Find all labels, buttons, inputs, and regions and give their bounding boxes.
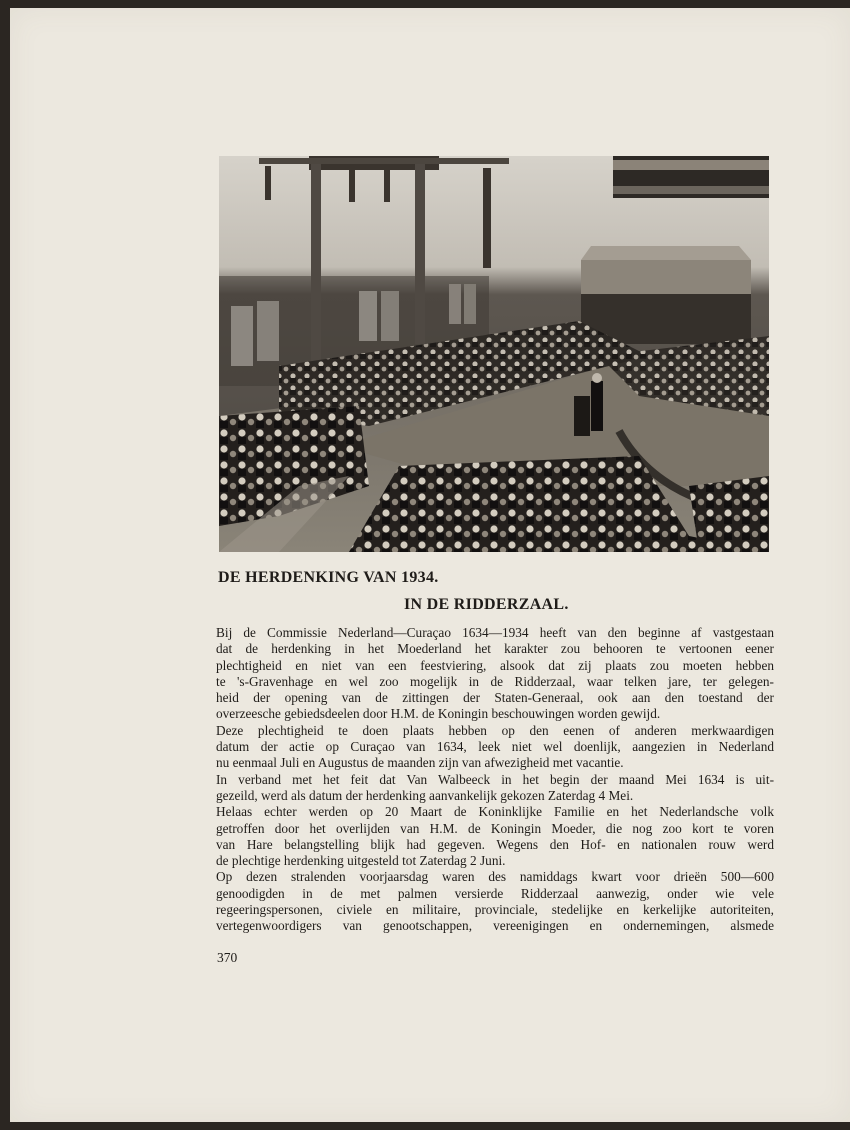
- text-line: gezeild, werd als datum der herdenking aanvankelijk gekozen Zaterdag 4 Mei.: [216, 787, 634, 803]
- photo-illustration: [219, 156, 769, 552]
- text-line: te 's-Gravenhage en wel zoo mogelijk in de Ridderzaal, waar telken jare, ter gelegen-: [216, 673, 774, 689]
- text-line: Op dezen stralenden voorjaarsdag waren des namiddags kwart voor drieën 500—600: [216, 869, 774, 885]
- text-line: In verband met het feit dat Van Walbeeck in het begin der maand Mei 1634 is uit-: [216, 771, 774, 787]
- photograph: [219, 156, 769, 552]
- page-number: 370: [217, 950, 238, 965]
- text-line: heid der opening van de zittingen der Staten-Generaal, ook aan den toestand der: [216, 690, 774, 706]
- text-line: de plechtige herdenking uitgesteld tot Zaterdag 2 Juni.: [216, 853, 506, 869]
- text-line: Helaas echter werden op 20 Maart de Koninklijke Familie en het Nederlandsche volk: [216, 804, 774, 820]
- heading-subtitle: IN DE RIDDERZAAL.: [404, 596, 569, 613]
- text-line: Deze plechtigheid te doen plaats hebben op den eenen of anderen merkwaardigen: [216, 722, 774, 738]
- text-line: genoodigden in de met palmen versierde Ridderzaal aanwezig, onder wie vele: [216, 885, 774, 901]
- text-line: regeeringspersonen, civiele en militaire, provinciale, stedelijke en kerkelijke autoriteiten,: [216, 902, 774, 918]
- text-line: dat de herdenking in het Moederland het karakter zou behooren te vertoonen eener: [216, 641, 774, 657]
- text-line: getroffen door het overlijden van H.M. de Koningin Moeder, die nog zoo kort te voren: [216, 820, 774, 836]
- body-text: [216, 625, 774, 935]
- heading-title: DE HERDENKING VAN 1934.: [218, 569, 439, 586]
- text-line: vertegenwoordigers van genootschappen, vereenigingen en ondernemingen, alsmede: [216, 918, 774, 934]
- text-line: datum der actie op Curaçao van 1634, leek niet wel doenlijk, aangezien in Nederland: [216, 739, 774, 755]
- text-line: overzeesche gebiedsdeelen door H.M. de Koningin beschouwingen worden gewijd.: [216, 706, 661, 722]
- text-line: plechtigheid en niet van een feestviering, alsook dat zij plaats zou moeten hebben: [216, 657, 774, 673]
- text-line: van Hare belangstelling blijk had gegeven. Wegens den Hof- en nationalen rouw werd: [216, 836, 774, 852]
- text-line: nu eenmaal Juli en Augustus de maanden zijn van afwezigheid met vacantie.: [216, 755, 624, 771]
- text-line: Bij de Commissie Nederland—Curaçao 1634—1934 heeft van den beginne af vastgestaan: [216, 625, 774, 640]
